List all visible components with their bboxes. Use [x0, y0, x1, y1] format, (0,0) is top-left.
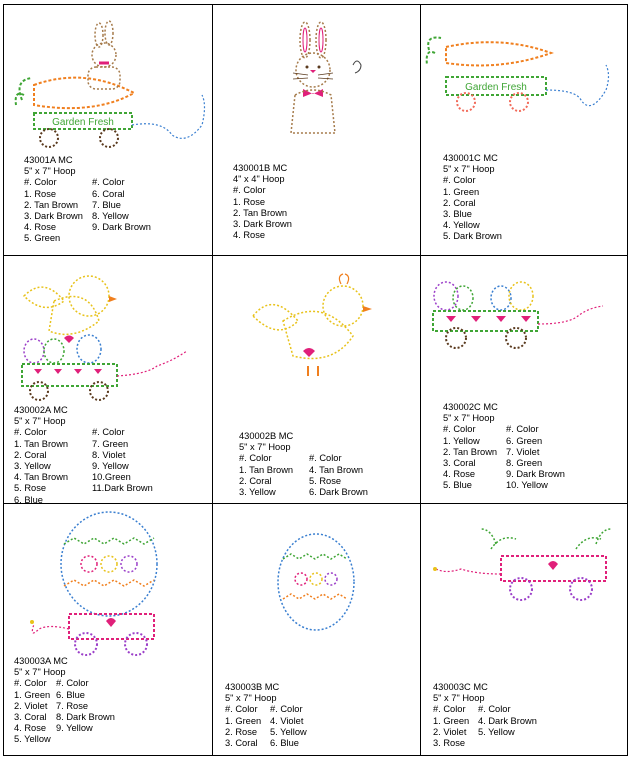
design-info [233, 163, 292, 241]
design-info [443, 402, 565, 492]
design-info [239, 431, 368, 498]
design-info [433, 682, 537, 749]
color-entry: 3. Yellow [239, 487, 276, 498]
color-entry: 6. Blue [56, 689, 85, 700]
color-entry: 4. Rose [233, 230, 266, 241]
hoop-size: 5" x 7" Hoop [239, 442, 291, 453]
design-cell-430002a[interactable] [4, 256, 212, 503]
color-entry: 3. Blue [443, 209, 472, 220]
color-entry: 9. Yellow [56, 723, 93, 734]
wagon-label: Garden Fresh [52, 117, 114, 128]
color-entry: 4. Tan Brown [309, 464, 364, 475]
hoop-size: 5" x 7" Hoop [443, 413, 495, 424]
chick-art [213, 256, 420, 406]
color-entry: 6. Blue [14, 494, 43, 503]
color-entry: 2. Tan Brown [443, 446, 498, 457]
design-cell-430002c[interactable] [421, 256, 627, 503]
color-entry: 7. Rose [56, 700, 89, 711]
easter-egg-art [213, 504, 420, 654]
color-entry: 5. Blue [443, 480, 472, 491]
bunny-art [213, 5, 420, 155]
hoop-size: 5" x 7" Hoop [14, 416, 66, 427]
design-code: 43001A MC [24, 155, 73, 165]
design-info [14, 405, 153, 503]
design-code: 430002C MC [443, 402, 498, 412]
color-entry: 8. Green [506, 458, 543, 469]
color-list-header: #. Color [433, 704, 466, 715]
color-list-header: #. Color [92, 177, 125, 188]
color-list-header: #. Color [14, 678, 47, 689]
color-list-header: #. Color [225, 704, 258, 715]
design-code: 430003C MC [433, 682, 488, 692]
design-cell-430003b[interactable] [213, 504, 420, 755]
color-entry: 3. Coral [14, 712, 47, 723]
design-info [24, 155, 151, 245]
design-grid [3, 4, 628, 756]
color-entry: 4. Tan Brown [14, 472, 69, 483]
color-entry: 5. Green [24, 233, 61, 244]
color-entry: 9. Dark Brown [92, 222, 151, 233]
chick-egg-wagon-art [4, 256, 212, 401]
hoop-size: 5" x 7" Hoop [14, 667, 66, 678]
design-cell-430001c[interactable] [421, 5, 627, 255]
color-entry: 5. Yellow [478, 726, 515, 737]
color-entry: 1. Yellow [443, 435, 480, 446]
color-entry: 2. Violet [14, 700, 48, 711]
design-info [14, 656, 115, 746]
color-entry: 6. Dark Brown [309, 487, 368, 498]
color-entry: 8. Dark Brown [56, 712, 115, 723]
color-entry: 7. Violet [506, 446, 540, 457]
design-cell-430003c[interactable] [421, 504, 627, 755]
design-cell-430002b[interactable] [213, 256, 420, 503]
color-entry: 7. Blue [92, 199, 121, 210]
hoop-size: 5" x 7" Hoop [24, 166, 76, 177]
color-entry: 10.Green [92, 472, 131, 483]
color-entry: 2. Tan Brown [233, 207, 288, 218]
color-entry: 2. Coral [239, 475, 272, 486]
color-entry: 2. Tan Brown [24, 199, 79, 210]
hoop-size: 5" x 7" Hoop [433, 693, 485, 704]
color-entry: 2. Rose [225, 726, 258, 737]
color-entry: 5. Yellow [270, 726, 307, 737]
color-entry: 3. Rose [433, 738, 466, 749]
color-list-header: #. Color [270, 704, 303, 715]
color-list-header: #. Color [233, 185, 266, 196]
color-entry: 10. Yellow [506, 480, 548, 491]
color-list-header: #. Color [14, 427, 47, 438]
design-code: 430001C MC [443, 153, 498, 163]
design-code: 430001B MC [233, 163, 288, 173]
egg-wagon-art [421, 256, 627, 376]
color-list-header: #. Color [239, 453, 272, 464]
color-entry: 1. Rose [233, 196, 266, 207]
color-entry: 1. Tan Brown [14, 438, 69, 449]
color-entry: 5. Dark Brown [443, 231, 502, 242]
color-entry: 6. Green [506, 435, 543, 446]
design-code: 430003A MC [14, 656, 68, 666]
color-entry: 4. Dark Brown [478, 715, 537, 726]
color-entry: 7. Green [92, 438, 129, 449]
color-entry: 2. Coral [443, 197, 476, 208]
color-entry: 5. Rose [309, 475, 342, 486]
color-entry: 4. Violet [270, 715, 304, 726]
color-entry: 8. Violet [92, 449, 126, 460]
color-entry: 5. Rose [14, 483, 47, 494]
design-cell-430001b[interactable] [213, 5, 420, 255]
color-list-header: #. Color [506, 424, 539, 435]
color-entry: 2. Violet [433, 726, 467, 737]
color-list-header: #. Color [478, 704, 511, 715]
design-code: 430002A MC [14, 405, 68, 415]
color-list-header: #. Color [309, 453, 342, 464]
color-entry: 1. Green [225, 715, 262, 726]
design-info [225, 682, 307, 749]
color-entry: 3. Coral [225, 738, 258, 749]
color-entry: 5. Yellow [14, 734, 51, 745]
color-entry: 4. Rose [443, 469, 476, 480]
color-list-header: #. Color [56, 678, 89, 689]
design-cell-43001a[interactable] [4, 5, 212, 255]
design-code: 430003B MC [225, 682, 280, 692]
hoop-size: 5" x 7" Hoop [225, 693, 277, 704]
color-list-header: #. Color [24, 177, 57, 188]
color-entry: 1. Green [433, 715, 470, 726]
color-entry: 9. Yellow [92, 461, 129, 472]
design-code: 430002B MC [239, 431, 294, 441]
color-entry: 1. Tan Brown [239, 464, 294, 475]
color-entry: 3. Yellow [14, 461, 51, 472]
design-info [443, 153, 502, 243]
design-cell-430003a[interactable] [4, 504, 212, 755]
color-entry: 6. Blue [270, 738, 299, 749]
color-entry: 9. Dark Brown [506, 469, 565, 480]
flower-wagon-art [421, 504, 627, 624]
color-entry: 1. Green [443, 186, 480, 197]
color-list-header: #. Color [443, 424, 476, 435]
hoop-size: 5" x 7" Hoop [443, 164, 495, 175]
color-list-header: #. Color [443, 175, 476, 186]
egg-on-wagon-art [4, 504, 212, 659]
color-entry: 1. Rose [24, 188, 57, 199]
color-entry: 4. Yellow [443, 220, 480, 231]
carrot-wagon-art [421, 5, 627, 155]
color-entry: 3. Coral [443, 458, 476, 469]
color-entry: 6. Coral [92, 188, 125, 199]
bunny-carrot-wagon-art [4, 5, 212, 155]
color-entry: 4. Rose [14, 723, 47, 734]
color-entry: 4. Rose [24, 222, 57, 233]
color-list-header: #. Color [92, 427, 125, 438]
color-entry: 3. Dark Brown [233, 219, 292, 230]
wagon-label: Garden Fresh [465, 82, 527, 93]
hoop-size: 4" x 4" Hoop [233, 174, 285, 185]
color-entry: 3. Dark Brown [24, 211, 83, 222]
color-entry: 11.Dark Brown [92, 483, 153, 494]
color-entry: 1. Green [14, 689, 51, 700]
color-entry: 8. Yellow [92, 211, 129, 222]
color-entry: 2. Coral [14, 449, 47, 460]
